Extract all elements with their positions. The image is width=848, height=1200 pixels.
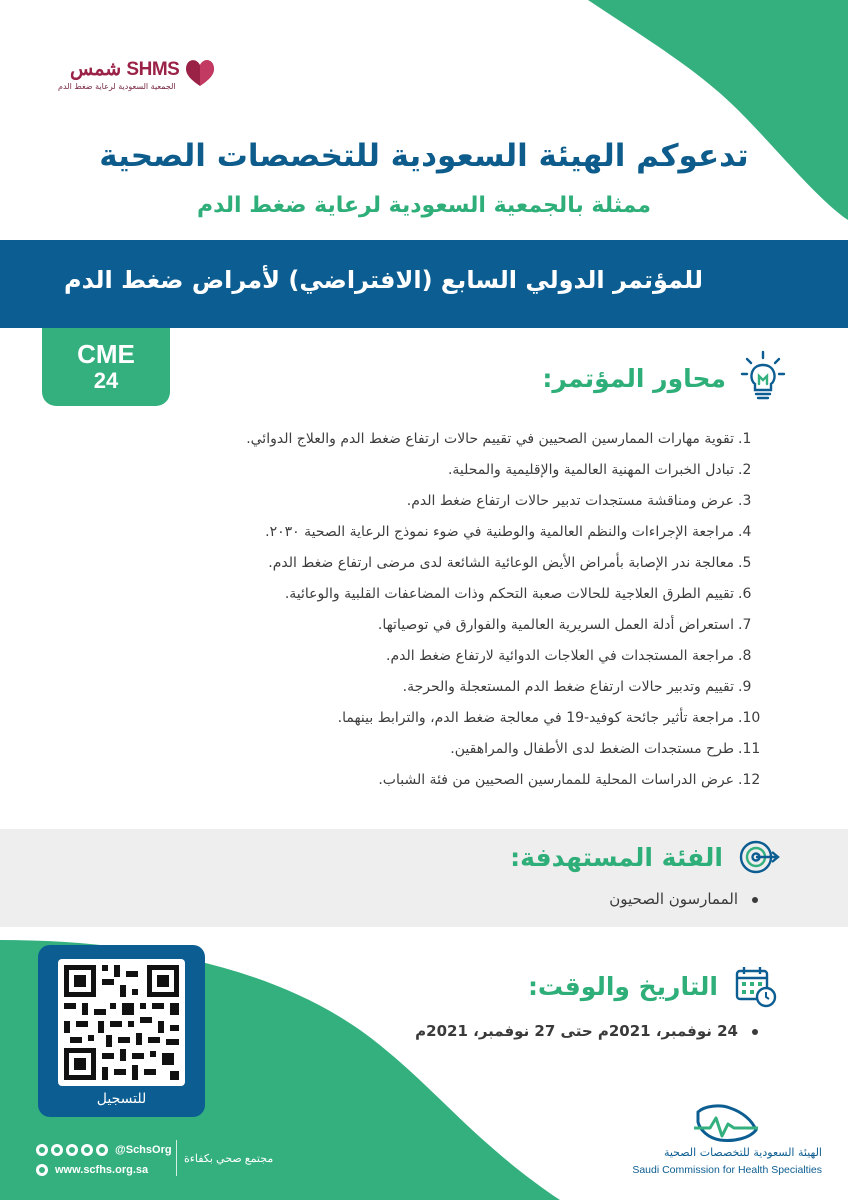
snapchat-icon[interactable] xyxy=(66,1144,78,1156)
twitter-icon[interactable] xyxy=(36,1144,48,1156)
social-footer xyxy=(36,1140,274,1180)
shms-logo-text: شمس SHMS xyxy=(70,59,180,80)
list-item: 5.معالجة ندر الإصابة بأمراض الأيض الوعائية الشائعة لدى مرضى ارتفاع ضغط الدم. xyxy=(268,555,752,571)
topics-heading: محاور المؤتمر: xyxy=(542,364,726,393)
linkedin-icon[interactable] xyxy=(81,1144,93,1156)
org-name-english: Saudi Commission for Health Specialties xyxy=(632,1164,822,1176)
list-item: 12.عرض الدراسات المحلية للممارسين الصحيين من فئة الشباب. xyxy=(378,772,761,788)
list-item: 8.مراجعة المستجدات في العلاجات الدوائية لارتفاع ضغط الدم. xyxy=(386,648,752,664)
invitation-subtitle: ممثلة بالجمعية السعودية لرعاية ضغط الدم xyxy=(196,193,652,218)
shms-logo-subtitle: الجمعية السعودية لرعاية ضغط الدم xyxy=(58,82,176,91)
list-item: 10.مراجعة تأثير جائحة كوفيد-19 في معالجة ضغط الدم، والترابط بينهما. xyxy=(337,710,761,726)
target-icon xyxy=(738,838,780,876)
org-name-arabic: الهيئة السعودية للتخصصات الصحية xyxy=(663,1146,822,1159)
register-label[interactable]: للتسجيل xyxy=(96,1091,147,1107)
bullet-icon xyxy=(752,1029,758,1035)
instagram-icon[interactable] xyxy=(96,1144,108,1156)
list-item: 7.استعراض أدلة العمل السريرية العالمية والفوارق في توصياتها. xyxy=(377,617,752,633)
conference-name: للمؤتمر الدولي السابع (الافتراضي) لأمراض ضغط الدم xyxy=(64,266,703,294)
globe-icon xyxy=(36,1164,48,1176)
shms-logo xyxy=(50,52,220,100)
list-item: 11.طرح مستجدات الضغط لدى الأطفال والمراهقين. xyxy=(450,741,761,757)
list-item: 3.عرض ومناقشة مستجدات تدبير حالات ارتفاع ضغط الدم. xyxy=(406,493,752,509)
datetime-heading: التاريخ والوقت: xyxy=(527,972,718,1001)
topics-list xyxy=(144,424,764,796)
social-handle[interactable]: @SchsOrg xyxy=(115,1144,172,1156)
qr-code[interactable] xyxy=(58,959,185,1086)
list-item: 9.تقييم وتدبير حالات ارتفاع ضغط الدم المستعجلة والحرجة. xyxy=(402,679,752,695)
list-item: 2.تبادل الخبرات المهنية العالمية والإقليمية والمحلية. xyxy=(447,462,752,478)
website-link[interactable]: www.scfhs.org.sa xyxy=(55,1164,149,1176)
registration-card[interactable] xyxy=(38,945,205,1117)
lightbulb-icon xyxy=(740,350,786,402)
top-right-wave-decoration xyxy=(548,0,848,220)
cme-badge xyxy=(42,328,170,406)
bullet-icon xyxy=(752,897,758,903)
website-row xyxy=(36,1160,172,1180)
list-item: 6.تقييم الطرق العلاجية للحالات صعبة التحكم وذات المضاعفات القلبية والوعائية. xyxy=(284,586,752,602)
footer-slogan: مجتمع صحي بكفاءة xyxy=(184,1153,274,1165)
heart-icon xyxy=(182,55,218,87)
calendar-clock-icon xyxy=(734,965,778,1009)
cme-label: CME xyxy=(77,339,135,369)
qr-code-icon xyxy=(58,959,185,1086)
saudi-map-heartbeat-icon xyxy=(690,1102,762,1146)
invitation-title: تدعوكم الهيئة السعودية للتخصصات الصحية xyxy=(99,138,749,174)
scfhs-logo xyxy=(622,1102,822,1182)
datetime-item: 24 نوفمبر، 2021م حتى 27 نوفمبر، 2021م xyxy=(415,1022,758,1040)
target-item: الممارسون الصحيون xyxy=(609,890,758,908)
social-handle-row xyxy=(36,1140,172,1160)
conference-banner xyxy=(0,240,848,328)
footer-divider xyxy=(176,1140,177,1176)
cme-hours: 24 xyxy=(93,368,119,393)
list-item: 4.مراجعة الإجراءات والنظم العالمية والوطنية في ضوء نموذج الرعاية الصحية ٢٠٣٠. xyxy=(265,524,752,540)
youtube-icon[interactable] xyxy=(51,1144,63,1156)
target-heading: الفئة المستهدفة: xyxy=(510,843,723,872)
list-item: 1.تقوية مهارات الممارسين الصحيين في تقييم حالات ارتفاع ضغط الدم والعلاج الدوائي. xyxy=(246,431,752,447)
